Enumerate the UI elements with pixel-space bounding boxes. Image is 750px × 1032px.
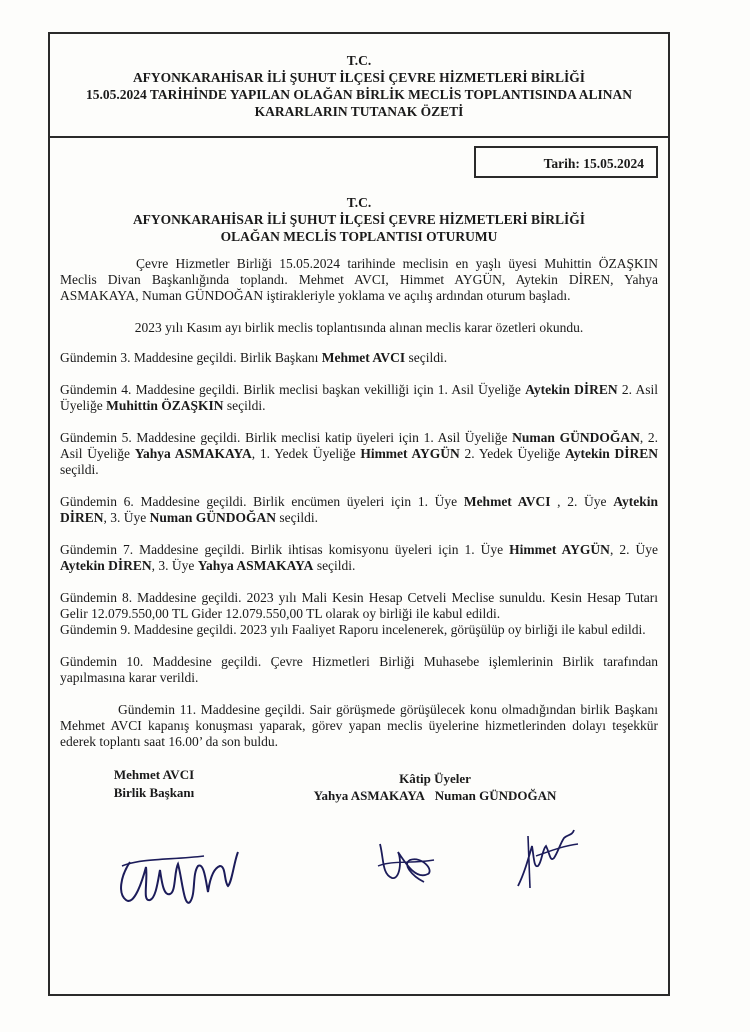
paragraph-item-8: Gündemin 8. Maddesine geçildi. 2023 yılı Mali Kesin Hesap Cetveli Meclise sunuldu. Kesin Hesap Tutarı Gelir 12.079.550,00 TL Gider 12.079.550,00 TL olarak oy birliği ile kabul edildi. [60, 590, 658, 621]
header-line-1: AFYONKARAHİSAR İLİ ŞUHUT İLÇESİ ÇEVRE HİZMETLERİ BİRLİĞİ [132, 70, 586, 85]
session-subheader [50, 194, 668, 245]
subheader-tc: T.C. [346, 195, 372, 210]
paragraph-item-5: Gündemin 5. Maddesine geçildi. Birlik meclisi katip üyeleri için 1. Asil Üyeliğe Numan GÜNDOĞAN, 2. Asil Üyeliğe Yahya ASMAKAYA, 1. Yedek Üyeliğe Himmet AYGÜN 2. Yedek Üyeliğe Aytekin DİREN seçildi. [60, 430, 658, 477]
header-tc: T.C. [346, 53, 372, 68]
paragraph-item-6: Gündemin 6. Maddesine geçildi. Birlik encümen üyeleri için 1. Üye Mehmet AVCI , 2. Üye Aytekin DİREN, 3. Üye Numan GÜNDOĞAN seçildi. [60, 494, 658, 525]
date-label: Tarih: 15.05.2024 [543, 156, 644, 171]
paragraph-item-11: Gündemin 11. Maddesine geçildi. Sair görüşmede görüşülecek konu olmadığından birlik Başkanı Mehmet AVCI kapanış konuşması yaparak, görev yapan meclis üyelerine hizmetlerinden dolayı teşekkür ederek toplantı saat 16.00’ da son buldu. [60, 702, 658, 749]
subheader-line-2: OLAĞAN MECLİS TOPLANTISI OTURUMU [220, 229, 498, 244]
document-header [50, 34, 668, 138]
date-box [474, 146, 658, 178]
clerk-2-signature [508, 816, 588, 896]
subheader-line-1: AFYONKARAHİSAR İLİ ŞUHUT İLÇESİ ÇEVRE HİZMETLERİ BİRLİĞİ [132, 212, 586, 227]
paragraph-item-3: Gündemin 3. Maddesine geçildi. Birlik Başkanı Mehmet AVCI seçildi. [60, 350, 448, 365]
paragraph-item-10: Gündemin 10. Maddesine geçildi. Çevre Hizmetleri Birliği Muhasebe işlemlerinin Birlik tarafından yapılmasına karar verildi. [60, 654, 658, 685]
paragraph-opening: Çevre Hizmetler Birliği 15.05.2024 tarihinde meclisin en yaşlı üyesi Muhittin ÖZAŞKIN Meclis Divan Başkanlığında toplandı. Mehmet AVCI, Himmet AYGÜN, Aytekin DİREN, Yahya ASMAKAYA, Numan GÜNDOĞAN iştirakleriyle yoklama ve açılış ardından oturum başladı. [60, 256, 658, 303]
chairman-signature [112, 822, 252, 912]
paragraph-item-7: Gündemin 7. Maddesine geçildi. Birlik ihtisas komisyonu üyeleri için 1. Üye Himmet AYGÜN, 2. Üye Aytekin DİREN, 3. Üye Yahya ASMAKAYA seçildi. [60, 542, 658, 573]
header-line-3: KARARLARIN TUTANAK ÖZETİ [254, 104, 464, 119]
clerks-title: Kâtip Üyeler [399, 771, 471, 786]
clerks-names: Yahya ASMAKAYA Numan GÜNDOĞAN [313, 788, 557, 803]
paragraph-item-4: Gündemin 4. Maddesine geçildi. Birlik meclisi başkan vekilliği için 1. Asil Üyeliğe Aytekin DİREN 2. Asil Üyeliğe Muhittin ÖZAŞKIN seçildi. [60, 382, 658, 413]
header-line-2: 15.05.2024 TARİHİNDE YAPILAN OLAĞAN BİRLİK MECLİS TOPLANTISINDA ALINAN [86, 87, 632, 102]
signature-block-clerks [300, 770, 570, 804]
paragraph-item-9: Gündemin 9. Maddesine geçildi. 2023 yılı Faaliyet Raporu incelenerek, görüşülüp oy birliği ile kabul edildi. [60, 622, 646, 637]
chairman-name: Mehmet AVCI [113, 767, 195, 782]
paragraph-previous-minutes: 2023 yılı Kasım ayı birlik meclis toplantısında alınan meclis karar özetleri okundu. [134, 320, 584, 335]
minutes-body [60, 256, 658, 766]
clerk-1-signature [372, 830, 442, 890]
signature-block-chairman [94, 766, 214, 802]
chairman-title: Birlik Başkanı [113, 785, 195, 800]
